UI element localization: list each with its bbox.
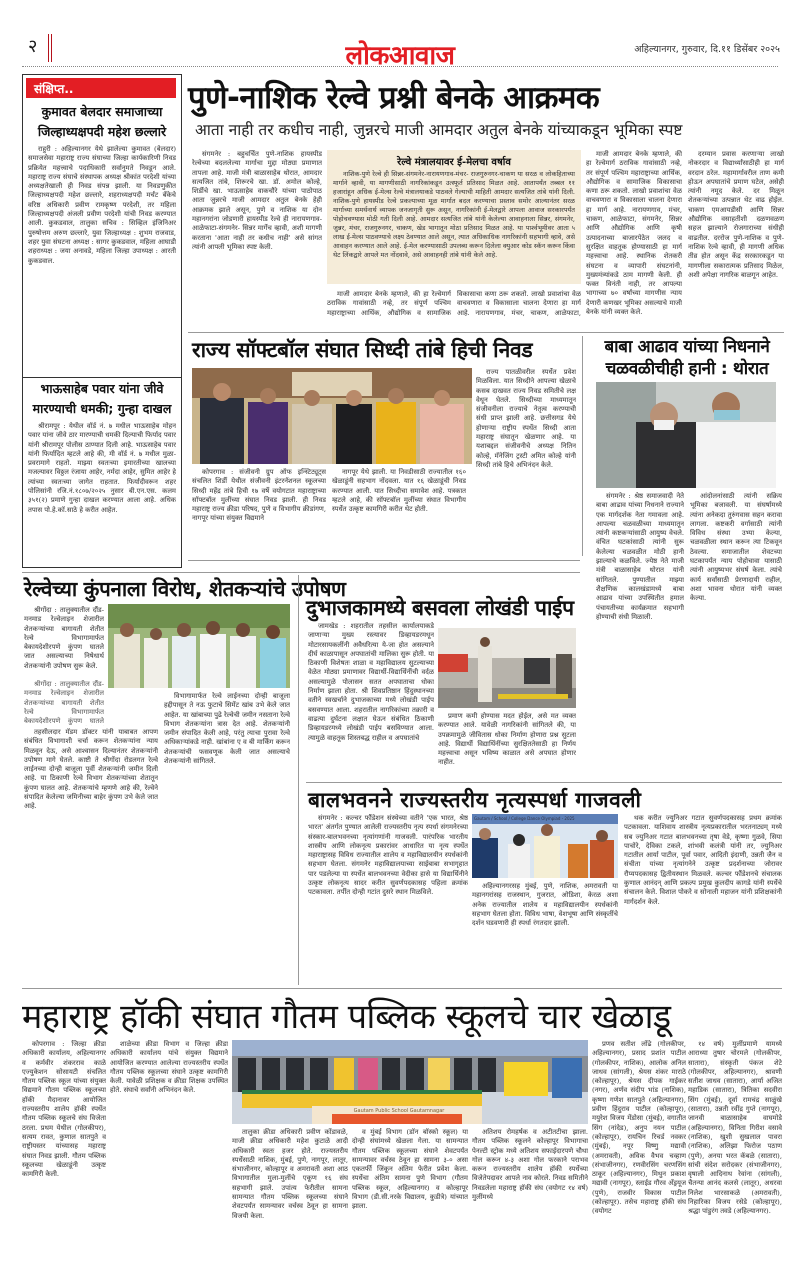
dateline: अहिल्यानगर, गुरुवार, दि.११ डिसेंबर २०२५ (634, 44, 780, 55)
brief-story1-title-line1[interactable]: कुमावत बेलदार समाजाच्या (41, 104, 163, 119)
section-rule (188, 332, 784, 333)
balbhavan-column-3: थक करीत ज्युनिअर गटात सुवर्णपदकासह प्रथम क्रमांक पटकावला. याशिवाय शास्त्रीय नृत्यप्रकारातील भरतनाट्यम् मध्ये सब ज्युनिअर गटात बालभवनच्या तृषा वेडे, कृष्णा गुळवे, सिया पाचोरे, देविका टकले, शांभवी कलंत्री यांनी तर, ज्युनिअर गटातील आर्या पाटील, पूर्वा पवार, आदिती इंदाणी, उन्नती जैन व संचीता यांच्या नृत्यांगनेने उत्कृष्ट प्रदर्शनाच्या जोरावर रौप्यपदकासह द्वितीयस्थान मिळवले. कल्चर फौंडेशनचे संचालक कुणाल आनंदन् आणि प्रकल्प प्रमुख कुलदीप कागडे यांनी स्पर्धेचे संचालन केले. विशाल पोकरे व सोनाली महाजन यांनी प्रशिक्षकांनी मार्गदर्शन केले. (624, 814, 782, 906)
railway-fence-column-left-cont: श्रीगोंदा : तालुक्यातील दौंड-मनमाड रेल्वेलाइन शेजारील शेतकऱ्यांच्या बागायती शेतीत रेल्वे विभागामार्फत बेकायदेशीरपणे कुंपण घातले (24, 680, 104, 726)
hockey-column-4: व मुंबई विभाग (डॉन बॉस्को स्कूल) या दोन्ही संघांमध्ये खेळला गेला. या सामन्यात गौतम पब्लिक स्कूलच्या संघाने शेवटपर्यंत सामन्यावर वर्चस्व ठेवून हा सामना ३-० असा एकतर्फी जिंकून अंतिम फेरीत प्रवेश केला. स्पर्धेचा अंतिम सामना पुणे विभाग (गौतम पब्लिक स्कूल, अहिल्यानगर) व कोल्हापूर विभाग (डी.सी.नरके विद्यालय, कुडीत्रे) यांच्यात झाला. (352, 1128, 468, 1211)
column-divider (582, 336, 583, 556)
thorat-photo-image (596, 382, 776, 488)
railway-fence-column-left: श्रीगोंदा : तालुक्यातील दौंड-मनमाड रेल्वेलाइन शेजारील शेतकऱ्यांच्या बागायती शेतीत रेल्वे विभागामार्फत बेकायदेशीरपणे कुंपण घातले जात असल्याच्या निषेधार्थ शेतकऱ्यांनी उपोषण सुरू केले. (24, 606, 104, 670)
railway-fence-column-2: विभागामार्फत रेल्वे लाईनच्या दोन्ही बाजूला हद्दीपासून ते नऊ फुटाचे सिमेंट खांब उभे केले जात आहेत. या खांबाच्या पुढे रेल्वेची जमीन नसताना रेल्वे विभाग शेतकऱ्यांना त्रास देत आहे. शेतकऱ्यांनी जमीन संपादित केली आहे, परंतु त्याचा पुरावा रेल्वे अधिकाऱ्यांकडे नाही. खांबांना ए व बी मार्किंग करून शेतकऱ्यांची फसवणूक केली जात असल्याचे शेतकऱ्यांनी सांगितले. (164, 692, 290, 766)
masthead-logo[interactable]: लोकआवाज (345, 41, 455, 71)
balbhavan-photo-banner: Gautam / School / College Dance Olympiad - 2025 (474, 816, 575, 821)
section-rule (22, 988, 782, 989)
balbhavan-photo-image (472, 814, 618, 878)
divider-pipe-photo[interactable] (438, 628, 576, 708)
hockey-photo-banner: Gautam Public School Gautamnagar (353, 1108, 445, 1114)
lead-column-2-continued: माजी आमदार बेनके म्हणाले, की हा रेल्वेमार्ग ठराविक गावांसाठी नव्हे, तर संपूर्ण पश्चिम महाराष्ट्राच्या आर्थिक, औद्योगिक व सामाजिक विकासाचा कणा ठरू शकतो. लाखो प्रवाशांचा वेळ वाचवणारा व विकासाला चालना देणारा हा मार्ग आहे. नारायणगाव, मंचर, चाकण, आळेफाटा, (327, 290, 581, 317)
section-rule (188, 560, 580, 561)
hockey-column-3: तालुका क्रीडा अधिकारी प्रवीण कोंडावळे, माजी क्रीडा अधिकारी महेश कुटाळे आदी अधिकारी स्वतः हजर होते. राज्यस्तरीय स्पर्धेसाठी नाशिक, मुंबई, पुणे, नागपूर, लातूर, संभाजीनगर, कोल्हापूर व अमरावती अशा आठ विभागातील मुला-मुलींचे एकूण १६ संघ सहभागी झाले. उपांत्य फेरीतील सामना सामन्यात गौतम पब्लिक स्कूलच्या संघाने शेवटपर्यंत सामन्यावर वर्चस्व ठेवून हा सामना विजयी केला. (232, 1128, 348, 1220)
railway-fence-photo-image (108, 604, 290, 688)
thorat-headline-line1[interactable]: बाबा आढाव यांच्या निधनाने (604, 337, 770, 357)
softball-column-1: कोपरगाव : संजीवनी ग्रुप ऑफ इन्स्टिट्यूट्स संचलित शिर्डी येथील संजीवनी इंटरनॅशनल स्कूलच्या सिध्दी महेंद्र तांबे हिची १७ वर्षे वयोगटात महाराष्ट्राच्या सॉफ्टबॉल मुलींच्या संघात निवड झाली. ही निवड महाराष्ट्र राज्य क्रीडा परिषद, पुणे व विभागीय क्रीडांगण, नागपूर यांच्या संयुक्त विद्यमाने (192, 468, 326, 523)
divider-pipe-column-2: प्रमाण कमी होण्यास मदत होईल, असे मत व्यक्त करण्यात आले. यावेळी नागरिकांनी सांगितले की, या उपक्रमामुळे जीवितास धोका निर्माण होणारा प्रश्न सुटला आहे. विद्यार्थी विद्यार्थिनींच्या सुरक्षिततेसाठी हा निर्णय महत्त्वाचा असून भविष्य काळात असे अपघात होणार नाहीत. (438, 712, 576, 767)
softball-headline[interactable]: राज्य सॉफ्टबॉल संघात सिध्दी तांबे हिची निवड (192, 338, 533, 362)
balbhavan-column-1: संगमनेर : कल्चर फौंडेशन संस्थेच्या वतीने 'एक भारत, श्रेष्ठ भारत' अंतर्गत पुण्यात आलेली राज्यस्तरीय नृत्य स्पर्धा संगमनेरच्या संस्कार-बालभवनच्या नृत्यांगणांनी गाजवली. पारंपरिक भारतीय शास्त्रीय आणि लोकनृत्य प्रकारांवर आधारित या नृत्य स्पर्धेत महाराष्ट्रासह विविध राज्यातील शालेय व महाविद्यालयीन स्पर्धकांनी सहभाग घेतला. संगमनेर महाविद्यालयाच्या साईबाबा सभागृहात पार पडलेल्या या स्पर्धेत बालभवनच्या वेदीका हासे या विद्यार्थिनीने उत्कृष्ट लोकनृत्य सादर करीत सुवर्णपदकासह पहिला क्रमांक पटकावला. तर्पीत दोन्ही गटांत दुसरे स्थान मिळविले. (308, 814, 468, 897)
softball-photo-image (192, 368, 472, 464)
email-sidebar-title: रेल्वे मंत्रालयावर ई-मेलचा वर्षाव (397, 157, 511, 168)
brief-story1-body: राहुरी : अहिल्यानगर येथे झालेल्या कुमावत (बेलदार) समाजसेवा महाराष्ट्र राज्य संघाच्या जिल्हा कार्यकारिणी निवड प्रक्रियेत महत्त्वाचे पदाधिकारी सर्वानुमते निवडून आले. महाराष्ट्र राज्य संघाचे संस्थापक अध्यक्ष श्रीकांत परदेशी यांच्या अध्यक्षतेखाली ही निवड संपन्न झाली. या निवडणुकीत जिल्हाध्यक्षपदी महेश छल्लारे, शहराध्यक्षपदी मर्चंट बँकेचे वरिष्ठ अधिकारी प्रवीण रामकृष्ण परदेशी, तर महिला जिल्हाध्यक्षपदी अंजली प्रवीण परदेशी यांची निवड करण्यात आली. कुकडवाल, तालुका सचिव : सिव्हिल इंजिनिअर पुरुषोत्तम अरुण छल्लारे, युवा जिल्हाध्यक्ष : शुभम राजवाड, शहर युवा संघटना अध्यक्ष : सागर कुकडवाल, महिला आघाडी शहराध्यक्ष : जया अनावडे, महिला जिल्हा उपाध्यक्ष : आरती कुकडवाल. (28, 145, 176, 265)
lead-column-1: संगमनेर : बहुचर्चित पुणे-नाशिक हायस्पीड रेल्वेच्या बदललेल्या मार्गाचा मुद्दा मोठ्या प्रमाणात तापला आहे. माजी मंत्री बाळासाहेब थोरात, आमदार सत्यजित तांबे, शिरूरचे खा. डॉ. अमोल कोल्हे, शिर्डीचे खा. भाऊसाहेब वाकचौरे यांच्या पाठोपाठ आता जुन्नरचे माजी आमदार अतुल बेनके हेही आक्रमक झाले असून, पुणे व नाशिक या दोन महानगरांना जोडणारी हायस्पीड रेल्वे ही नारायणगाव-आळेफाटा-संगमनेर- सिन्नर मार्गेच व्हावी, अशी मागणी करताना 'आता नाही तर कधीच नाही' असे सांगत त्यांनी आपली भूमिका स्पष्ट केली. (192, 150, 322, 251)
column-divider (298, 575, 299, 985)
brief-story2-title-line2[interactable]: मारण्याची धमकी; गुन्हा दाखल (32, 401, 172, 416)
hockey-column-6: प्रणव सतीश लोंढे (गोलकीपर, अहिल्यानगर), प्रसाद प्रशांत पाटील (गोलकीपर, नाशिक), आलोक अनिल जाधव (सांगली), श्रेयस शंकर माराठे (कोल्हापूर), श्रेयस दीपक गाईकर (नगर), अर्णव संदीप भांड (नाशिक), कृष्णा गणेश सातपुते (अहिल्यानगर), प्रवीण हिंदुराव पाटील (कोल्हापूर), मयुरेश विजय मेंडोसा (मुंबई), वगातीत सिंग (नांदेड), अनुप नयन पाटील (कोल्हापूर), रायचिन रिचर्ड नवकर (मुंबई), नपूर विष्णु मद्यावी (अमरावती), अविक वैभव चव्हाण (संभाजीनगर), रणवीरसिंग चरणसिंग ठाकूर (अहिल्यानगर), मिथुन प्रकाश मद्यावी (नागपूर), स्लाईड गौरव अँड्रयूज (पुणे), राजवीर विकास पाटील (कोल्हापूर). तसेच महाराष्ट्र हॉकी संघ (वयोगट (592, 1040, 686, 1216)
thorat-column-2: आंदोलनांसाठी त्यांनी सक्रिय भूमिका बजावली. या संघर्षामध्ये त्यांना अनेकदा तुरुंगवास सहन करावा लागला. कष्टकरी वर्गासाठी त्यांनी विविध संस्था उभ्या केल्या, चळवळीला स्थान करून त्या टिकवून ठेवल्या. समाजातील शेवटच्या घटकापर्यंत न्याय पोहोचावा यासाठी त्यांनी आयुष्यभर संघर्ष केला. त्यांचे कार्य सर्वांसाठी प्रेरणादायी राहील, अशा भावना थोरात यांनी व्यक्त केल्या. (690, 492, 782, 603)
section-rule (306, 782, 782, 783)
email-sidebar-body: नाशिक-पुणे रेल्वे ही सिन्नर-संगमनेर-नारायणगाव-मंचर- राजगुरुनगर-चाकण या सरळ व लोकहिताच्या मार्गाने व्हावी, या मागणीसाठी नागरिकांकडून उत्स्फूर्त प्रतिसाद मिळत आहे. आतापर्यंत तब्बल ११ हजारांहून अधिक ई-मेल्स रेल्वे मंत्रालयाकडे पाठवले गेल्याची माहिती आमदार सत्यजित तांबे यांनी दिली. नाशिक-पुणे हायस्पीड रेल्वे प्रकल्पाच्या मूळ मार्गात बदल करण्याचा प्रस्ताव समोर आल्यानंतर सरळ मार्गाच्या समर्थनार्थ व्यापक जनजागृती सुरू असून, नागरिकांनी ई-मेलद्वारे आपला आवाज सरकारपर्यंत पोहोचवण्यास मोठी गती दिली आहे. आमदार सत्यजित तांबे यांनी केलेल्या आवाहनाला सिन्नर, संगमनेर, जुन्नर, मंचर, राजगुरुनगर, चाकण, खेड भागातून मोठा प्रतिसाद मिळत आहे. या पार्श्वभूमीवर आता ५ लाख ई-मेल्स पाठवण्याचे लक्ष्य ठेवण्यात आले असून, त्यात अधिकाधिक नागरिकांनी सहभागी व्हावे, असे आवाहन करण्यात आले आहे. ई-मेल करण्यासाठी उपलब्ध करून दिलेला क्युआर कोड स्कॅन करून किंवा थेट लिंकद्वारे आपले मत नोंदवावे, असे आवाहनही तांबे यांनी केले आहे. (333, 170, 575, 259)
thorat-photo[interactable] (596, 382, 776, 488)
balbhavan-headline[interactable]: बालभवनने राज्यस्तरीय नृत्यस्पर्धा गाजवली (308, 788, 642, 812)
railway-fence-photo[interactable] (108, 604, 290, 688)
hockey-column-7: १४ वर्ष) मुलींप्रमाणे यामध्ये आराध्या तुषार चोरमले (गोलकीपर, सातारा), संस्कृती पंकज शेटे (गोलकीपर, अहिल्यानगर), श्रावणी सतीश जाधव (सातारा), आर्या अजित महाडिक (सातारा), त्रितिका सदवीरा सिंग (मुंबई), दूर्वा रामचंद्र साळुंखे (सातारा), उन्नती रवींद्र गुप्ते (नागपूर), जानवी बाळासाहेब वाघमोडे (अहिल्यानगर), विनिता गिरीश वसावे (नाशिक), खुशी सुखलाल पावरा (नाशिक), अलिझा फिरोज पठाण (पुणे), अनया भरत कॅबळे (सातारा), सांची संदेश सरोदकर (संभाजीनगर), वृषाली आदिनाथ रेवांना (सांगली), चैतन्या आनंद कलसे (लातूर), अधरवा निलेश भारसाकळे (अमरावती), निहारिका विजय रसेडे (कोल्हापूर), श्रद्धा पांडुरंग तवडे (अहिल्यानगर). (688, 1040, 782, 1216)
balbhavan-photo[interactable] (472, 814, 618, 878)
divider-pipe-headline[interactable]: दुभाजकामध्ये बसवला लोखंडी पाईप (306, 596, 574, 620)
divider-pipe-photo-image (438, 628, 576, 708)
softball-column-2: नागपूर येथे झाली. या निवडीसाठी राज्यातील १६० खेळाडूंनी सहभाग नोंदवला. यात १६ खेळाडूंची निवड करण्यात आली. यात सिध्दीचा समावेश आहे. पत्रकात म्हटले आहे, की सॉफ्टबॉल मुलींच्या संघात विभागीय स्पर्धेत उत्कृष्ट कामगिरी करीत थेट होती. (332, 468, 466, 514)
brief-story2-title-line1[interactable]: भाऊसाहेब पवार यांना जीवे (40, 381, 164, 396)
hockey-column-2: शाळेच्या क्रीडा विभाग व जिल्हा क्रीडा अधिकारी कार्यालय यांचे संयुक्त विद्यमाने आयोजित करण्यात आलेल्या राज्यस्तरीय स्पर्धेत गौतम पब्लिक स्कूलच्या संघाने उत्कृष्ट कामगिरी केली. यावेळी प्रशिक्षक व क्रीडा शिक्षक उपस्थित होते. संघाचे सर्वांनी अभिनंदन केले. (110, 1040, 228, 1095)
lead-headline[interactable]: पुणे-नाशिक रेल्वे प्रश्नी बेनके आक्रमक (188, 80, 600, 116)
page-number-divider (48, 34, 52, 62)
hockey-column-5: अतिशय रोमहर्षक व अटीतटीचा झाला. गौतम पब्लिक स्कूलने कोल्हापूर विभागाचा पेनल्टी स्ट्रोक मध्ये अतिशय सफाईदारपणे चौथा गोल करून ४-३ अशा गोल फरकाने पराभव करून राज्यस्तरीय शालेय हॉकी स्पर्धेच्या विजेतेपदावर आपले नाव कोरले. निवड समितीने निवडलेला महाराष्ट्र हॉकी संघ (वयोगट १४ वर्ष) मुलींमध्ये (472, 1128, 588, 1202)
softball-column-3: राज्य पातळीवरील स्पर्धेत प्रवेश मिळविला. यात सिध्दीने आपल्या खेळाचे कसब दाखवत राज्य निवड समितीचे लक्ष वेधून घेतले. सिध्दीच्या माध्यमातून संजीवनीला राज्याचे नेतृत्व करण्याची संधी प्राप्त झाली आहे. छत्तीसगड येथे होणाऱ्या राष्ट्रीय स्पर्धेत सिध्दी आता महाराष्ट्र संघातून खेळणार आहे. या यशाबद्दल संजीवनीचे अध्यक्ष नितिन कोल्हे, मॅनेजिंग ट्रस्टी अमित कोल्हे यांनी सिध्दी तांबे हिचे अभिनंदन केले. (476, 368, 576, 469)
brief-story1-title-line2[interactable]: जिल्हाध्यक्षपदी महेश छल्लारे (37, 124, 167, 139)
railway-fence-column-1: तहसीलदार मॅडम डॉक्टर यांनी याबाबत आपण संबंधित विभागाशी चर्चा करून शेतकऱ्यांना न्याय मिळवून देऊ, असे आश्वासन दिल्यानंतर शेतकऱ्यांनी उपोषण मागे घेतले. काष्टी ते श्रीगोंदा रोडलगत रेल्वे लाईनच्या दोन्ही बाजूला पूर्वी शेतकऱ्यांनी जमीन दिली आहे. या ठिकाणी रेल्वे विभाग शेतकऱ्यांच्या शेतातून कुंपण घालत आहे. शेतकऱ्यांचे म्हणणे आहे की, रेल्वेने संपादित केलेल्या जमिनीच्या बाहेर कुंपण उभे केले जात आहे. (24, 728, 158, 811)
section-rule (22, 572, 580, 573)
brief-story2-body: श्रीरामपूर : येथील वॉर्ड नं. ७ मधील भाऊसाहेब मोहन पवार यांना जीवे ठार मारण्याची धमकी दिल्याची फिर्याद पवार यांनी श्रीरामपूर पोलीस ठाण्यात दिली आहे. भाऊसाहेब पवार यांनी फिर्यादित म्हटले आहे की, मी वॉर्ड नं. ७ मधील मुळा-प्रवरामागे राहतो. माझ्या स्वतःच्या इमारतीच्या खालच्या मजल्यावर विठ्ठल रंजाया आहेर, नर्मदा आहेर, सुमित आहेर हे त्यांच्या स्वतःच्या जागेत राहतात. फिर्यादीवरून शहर पोलिसांनी रजि.नं.१८०७/२०२५ नुसार बी.एन.एस. कलम ३५१(२) प्रमाणे गुन्हा दाखल करण्यात आला आहे. अधिक तपास पो.हे.कॉ.साठे हे करीत आहेत. (28, 422, 176, 514)
lead-column-4: दरम्यान प्रवास करणाऱ्या लाखो नोकरदार व विद्यार्थ्यांसाठीही हा मार्ग वरदान ठरेल. महामार्गावरील ताण कमी होऊन अपघातांचे प्रमाण घटेल, असेही त्यांनी नमूद केले. दर मिळून शेतकऱ्यांच्या उत्पन्नात थेट वाढ होईल. चाकण एमआयडीसी आणि सिन्नर औद्योगिक वसाहतीशी दळणवळण सहज झाल्याने रोजगाराच्या संधीही वाढतील. दररोज पुणे-नाशिक व पुणे-नाशिक रेल्वे व्हावी, ही मागणी अधिक तीव्र होत असून केंद्र सरकारकडून या मागणीला सकारात्मक प्रतिसाद मिळेल, अशी अपेक्षा नागरिक बाळगून आहेत. (688, 150, 784, 279)
lead-subheadline: आता नाही तर कधीच नाही, जुन्नरचे माजी आमदार अतुल बेनके यांच्याकडून भूमिका स्पष्ट (195, 121, 683, 139)
thorat-column-1: संगमनेर : श्रेष्ठ समाजवादी नेते बाबा आढाव यांच्या निधनाने राज्याने एक मार्गदर्शक नेता गमावला आहे. आपल्या चळवळीच्या माध्यमातून त्यांनी कष्टकऱ्यांसाठी आयुष्य वेचले. वंचित घटकांसाठी त्यांनी सुरू केलेल्या चळवळीत मोठी हानी झाल्याचे कळविले. ज्येष्ठ नेते माजी मंत्री बाळासाहेब थोरात यांनी सांगितले. पुण्यातील माझ्या शैक्षणिक कालखंडामध्ये बाबा आढाव यांच्या उपस्थितीत हमाल पंचायतीच्या कार्यक्रमात सहभागी होण्याची संधी मिळाली. (596, 492, 684, 621)
balbhavan-column-2: अहिल्यानगरसह मुंबई, पुणे, नाशिक, अमरावती या महानगरांसह राजस्थान, गुजरात, ओडिशा, केरळ अशा अनेक राज्यातील शालेय व महाविद्यालयीन स्पर्धकांनी सहभाग घेतला होता. विविध भाषा, वेशभूषा आणि संस्कृतींचे दर्शन घडवणारी ही स्पर्धा रंगतदार झाली. (472, 882, 618, 928)
email-sidebar-box (327, 150, 581, 284)
brief-label: संक्षिप्त.. (26, 78, 176, 98)
softball-photo[interactable] (192, 368, 472, 464)
page-number: २ (28, 36, 38, 57)
railway-fence-headline[interactable]: रेल्वेच्या कुंपनाला विरोध, शेतकऱ्यांचे उपोषण (24, 577, 346, 601)
lead-column-3: माजी आमदार बेनके म्हणाले, की हा रेल्वेमार्ग ठराविक गावांसाठी नव्हे, तर संपूर्ण पश्चिम महाराष्ट्राच्या आर्थिक, औद्योगिक व सामाजिक विकासाचा कणा ठरू शकतो. लाखो प्रवाशांचा वेळ वाचवणारा व विकासाला चालना देणारा हा मार्ग आहे. नारायणगाव, मंचर, चाकण, आळेफाटा, संगमनेर, सिन्नर आणि औद्योगिक आणि कृषी उत्पादनाच्या बाजारपेठेत जलद व सुरक्षित वाहतूक होण्यासाठी हा मार्ग महत्त्वाचा आहे. स्थानिक शेतकरी संघटना व व्यापारी संघटनांनी, मुख्यमंत्र्यांकडे ठाम मागणी केली. ही फक्त विनंती नाही, तर आपल्या भागाच्या ७० वर्षांच्या मागणीस न्याय देणारी कणखर भूमिका असल्याचे माजी बेनके यांनी व्यक्त केले. (586, 150, 682, 317)
divider-pipe-column-1: जामखेड : शहरातील तहसील कार्यालयाकडे जाणाऱ्या मुख्य रस्त्यावर डिव्हायडरमधून मोटारसायकलींनी अवैधरित्या ये-जा होत असल्याने दीर्घ काळापासून अपघातांची मालिका सुरू होती. या ठिकाणी विशेषतः शाळा व महाविद्यालय सुटल्याच्या वेळेत मोठ्या प्रमाणावर विद्यार्थी-विद्यार्थिनींची वर्दळ असल्यामुळे पोलासन सतत अपघाताचा धोका निर्माण झाला होता. श्री शिवप्रतिष्ठान हिंदुस्थानच्या वतीने स्वखर्चाने दुभाजकाच्या मध्ये लोखंडी पाईप बसवण्यात आला. शहरातील नागरिकांच्या तक्रारी व वाढत्या दुर्घटना लक्षात घेऊन संबंधित ठिकाणी डिव्हायडरमध्ये लोखंडी पाईप बसविण्यात आला. त्यामुळे वाहतूक शिस्तबद्ध राहील व अपघातांचे (308, 622, 434, 742)
hockey-column-1: कोपरगाव : जिल्हा क्रीडा अधिकारी कार्यालय, अहिल्यानगर व कर्मवीर शंकरराव काळे एज्युकेशन सोसायटी संचलित गौतम पब्लिक स्कूल यांच्या संयुक्त विद्यमाने गौतम पब्लिक स्कूलच्या हॉकी मैदानावर आयोजित राज्यस्तरीय शालेय हॉकी स्पर्धेत गौतम पब्लिक स्कूलचे संघ विजेता ठरला. प्रथम येथील (गोलकीपर), सत्यम रावत, कुणाल सातपुते व राष्ट्रीयस्तर यांच्यासह महाराष्ट्र संघात निवड झाली. गौतम पब्लिक स्कूलच्या खेळाडूंनी उत्कृष्ट कामगिरी केली. (22, 1040, 106, 1179)
thorat-headline-line2[interactable]: चळवळीचीही हानी : थोरात (605, 359, 769, 379)
hockey-headline[interactable]: महाराष्ट्र हॉकी संघात गौतम पब्लिक स्कूलचे चार खेळाडू (22, 997, 671, 1037)
header-rule (22, 66, 778, 67)
